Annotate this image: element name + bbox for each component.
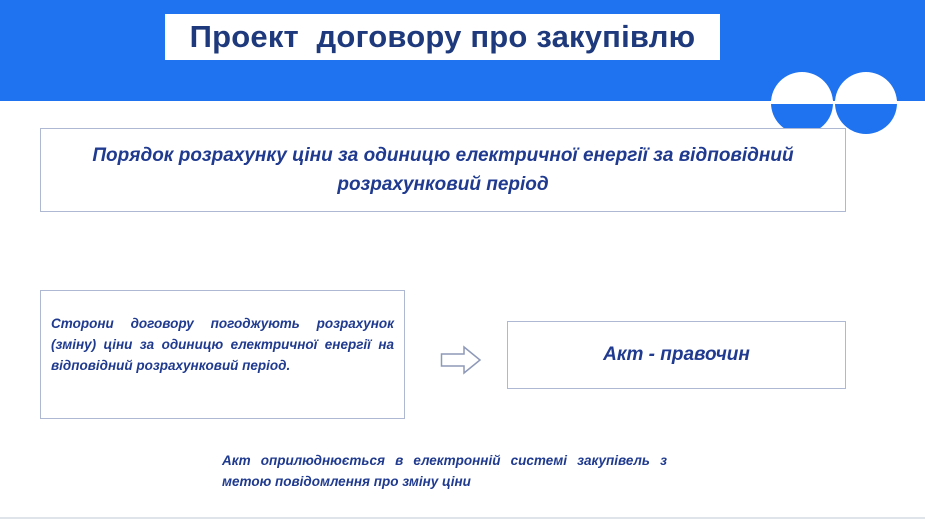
parties-agreement-text: Сторони договору погоджують розрахунок (зміну) ціни за одиницю електричної енергії на відповідний розрахунковий період. [51,316,394,373]
footer-note: Акт оприлюднюється в електронній системі закупівель з метою повідомлення про зміну ціни [222,453,667,489]
right-arrow-outline-icon [440,345,482,375]
price-calculation-text: Порядок розрахунку ціни за одиницю електричної енергії за відповідний розрахунковий період [92,145,794,195]
price-calculation-box [40,128,846,212]
parties-agreement-box [40,290,405,419]
page-title: Проект договору про закупівлю [165,14,720,60]
split-circle-icon [771,72,833,134]
split-circle-icon [835,72,897,134]
bottom-divider [0,517,925,519]
act-text: Акт - правочин [603,344,750,365]
act-box [507,321,846,389]
